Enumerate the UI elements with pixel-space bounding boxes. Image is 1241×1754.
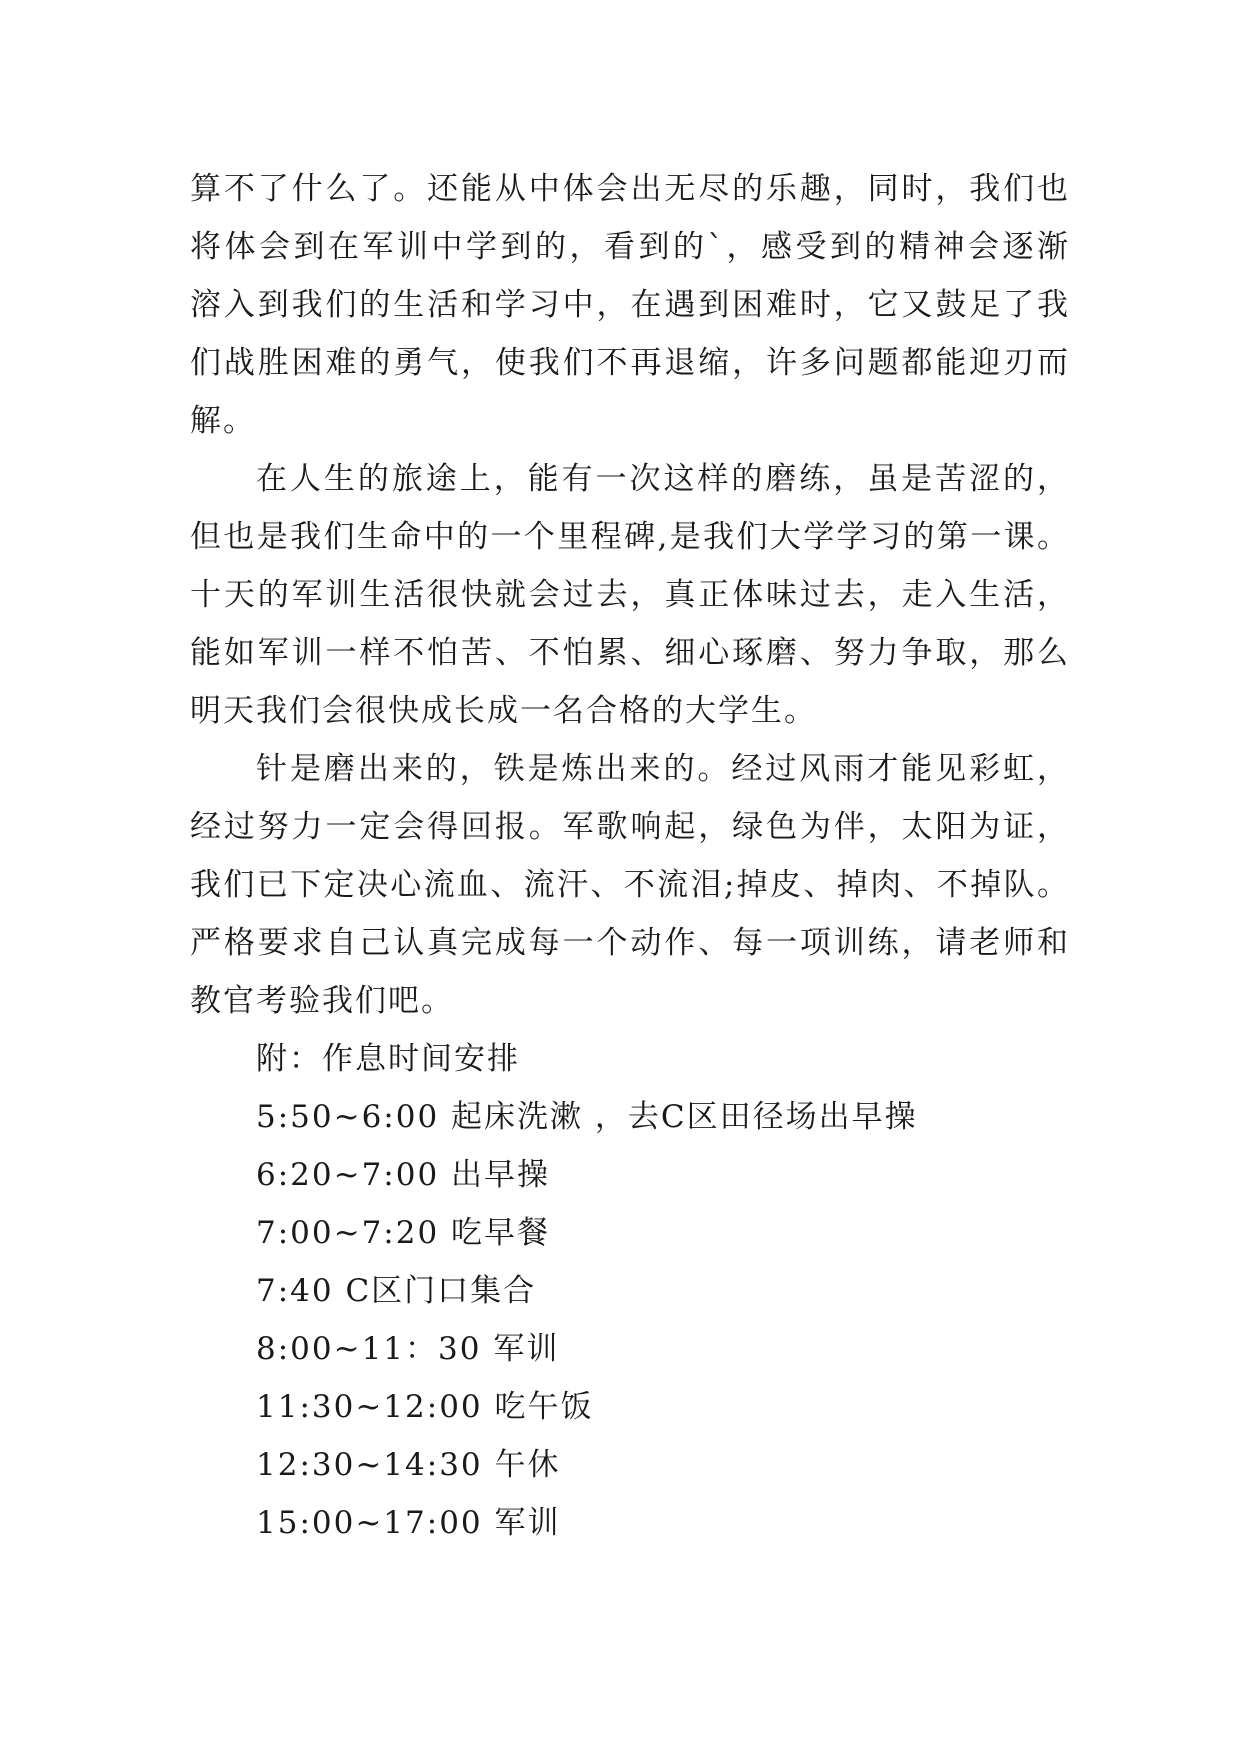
paragraph-line: 教官考验我们吧。 — [190, 983, 454, 1019]
schedule-item: 12:30~14:30 午休 — [256, 1447, 561, 1483]
paragraph-line: 解。 — [190, 403, 256, 439]
schedule-item: 6:20~7:00 出早操 — [256, 1157, 551, 1193]
paragraph-line: 算不了什么了。还能从中体会出无尽的乐趣，同时，我们也 — [190, 171, 1070, 207]
paragraph-line: 在人生的旅途上，能有一次这样的磨练，虽是苦涩的， — [256, 461, 1070, 497]
paragraph-line: 经过努力一定会得回报。军歌响起，绿色为伴，太阳为证， — [190, 809, 1070, 845]
schedule-title: 附：作息时间安排 — [256, 1041, 520, 1077]
paragraph-line: 将体会到在军训中学到的，看到的`，感受到的精神会逐渐 — [190, 229, 1070, 265]
paragraph-line: 能如军训一样不怕苦、不怕累、细心琢磨、努力争取，那么 — [190, 635, 1070, 671]
paragraph-line: 针是磨出来的，铁是炼出来的。经过风雨才能见彩虹， — [256, 751, 1070, 787]
paragraph-line: 们战胜困难的勇气，使我们不再退缩，许多问题都能迎刃而 — [190, 345, 1070, 381]
paragraph-line: 溶入到我们的生活和学习中，在遇到困难时，它又鼓足了我 — [190, 287, 1070, 323]
paragraph-line: 明天我们会很快成长成一名合格的大学生。 — [190, 693, 817, 729]
schedule-item: 7:00~7:20 吃早餐 — [256, 1215, 551, 1251]
schedule-item: 7:40 C区门口集合 — [256, 1273, 537, 1309]
schedule-item: 15:00~17:00 军训 — [256, 1505, 561, 1541]
schedule-item: 8:00~11：30 军训 — [256, 1331, 560, 1367]
paragraph-line: 严格要求自己认真完成每一个动作、每一项训练，请老师和 — [190, 925, 1070, 961]
paragraph-line: 但也是我们生命中的一个里程碑,是我们大学学习的第一课。 — [190, 519, 1070, 555]
schedule-item: 11:30~12:00 吃午饭 — [256, 1389, 594, 1425]
paragraph-line: 我们已下定决心流血、流汗、不流泪;掉皮、掉肉、不掉队。 — [190, 867, 1070, 903]
schedule-item: 5:50~6:00 起床洗漱 ，去C区田径场出早操 — [256, 1099, 918, 1135]
document-body — [190, 160, 1070, 1552]
paragraph-line: 十天的军训生活很快就会过去，真正体味过去，走入生活， — [190, 577, 1070, 613]
